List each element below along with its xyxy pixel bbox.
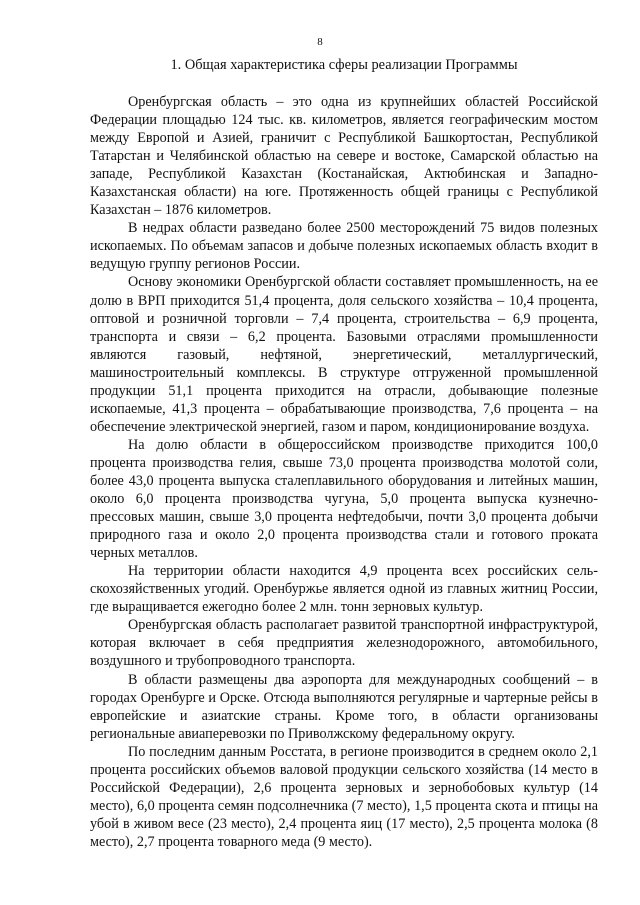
paragraph-rosstat-data: По последним данным Росстата, в регионе производится в среднем около 2,1 процента российских объемов валовой продукции сельского хозяйства (14 место в Российской Федерации), 2,6 процента зерновых и зернобобовых культур (14 место), 6,0 процента семян подсолнечника (7 место), 1,5 процента скота и птицы на убой в живом весе (23 место), 2,4 процента яиц (17 место), 2,5 процента молока (8 место), 2,7 процента товарного меда (9 место). [90,743,598,850]
section-title: 1. Общая характеристика сферы реализации Программы [170,57,518,73]
paragraph-production-share: На долю области в общероссийском производстве приходится 100,0 процента производства гелия, свыше 73,0 процента производства молотой соли, более 43,0 процента выпуска сталеплавильного оборудования и литейных машин, около 6,0 процента производства чугуна, 5,0 процента выпуска кузнечно-прессовых машин, свыше 3,0 процента нефтедобычи, почти 3,0 процента добычи природного газа и около 2,0 процента производства стали и готового проката черных металлов. [90,436,598,562]
paragraph-agriculture-land: На территории области находится 4,9 процента всех российских сельскохозяйственных угодий. Оренбуржье является одной из главных житниц России, где выращивается ежегодно более 2 млн. тонн зерновых культур. [90,563,598,616]
paragraph-transport-infrastructure: Оренбургская область располагает развитой транспортной инфраструктурой, которая включает в себя предприятия железнодорожного, автомобильного, воздушного и трубопроводного транспорта. [90,617,598,670]
paragraph-economy-structure: Основу экономики Оренбургской области составляет промышленность, на ее долю в ВРП приходится 51,4 процента, доля сельского хозяйства – 10,4 процента, оптовой и розничной торговли – 7,4 процента, строительства – 6,9 процента, транспорта и связи – 6,2 процента. Базовыми отраслями промышленности являются газовый, нефтяной, энергетический, металлургический, машиностроительный комплексы. В структуре отгруженной промышленной продукции 51,1 процента приходится на отрасли, добывающие полезные ископаемые, 41,3 процента – обрабатывающие производства, 7,6 процента – на обеспечение электрической энергией, газом и паром, кондиционирование воздуха. [90,274,598,435]
paragraph-mineral-resources: В недрах области разведано более 2500 месторождений 75 видов полезных ископаемых. По объемам запасов и добыче полезных ископаемых область входит в ведущую группу регионов России. [90,220,598,273]
document-body [90,93,598,851]
page-number: 8 [317,36,323,48]
paragraph-airports: В области размещены два аэропорта для международных сообщений – в городах Оренбурге и Орске. Отсюда выполняются регулярные и чартерные рейсы в европейские и азиатские страны. Кроме того, в области организованы региональные авиаперевозки по Приволжскому федеральному округу. [90,671,598,742]
paragraph-region-overview: Оренбургская область – это одна из крупнейших областей Российской Федерации площадью 124 тыс. кв. километров, является географическим мостом между Европой и Азией, граничит с Республикой Башкортостан, Республикой Татарстан и Челябинской областью на севере и востоке, Самарской областью на западе, Республикой Казахстан (Костанайская, Актюбинская и Западно-Казахстанская области) на юге. Протяженность общей границы с Республикой Казахстан – 1876 километров. [90,94,598,219]
